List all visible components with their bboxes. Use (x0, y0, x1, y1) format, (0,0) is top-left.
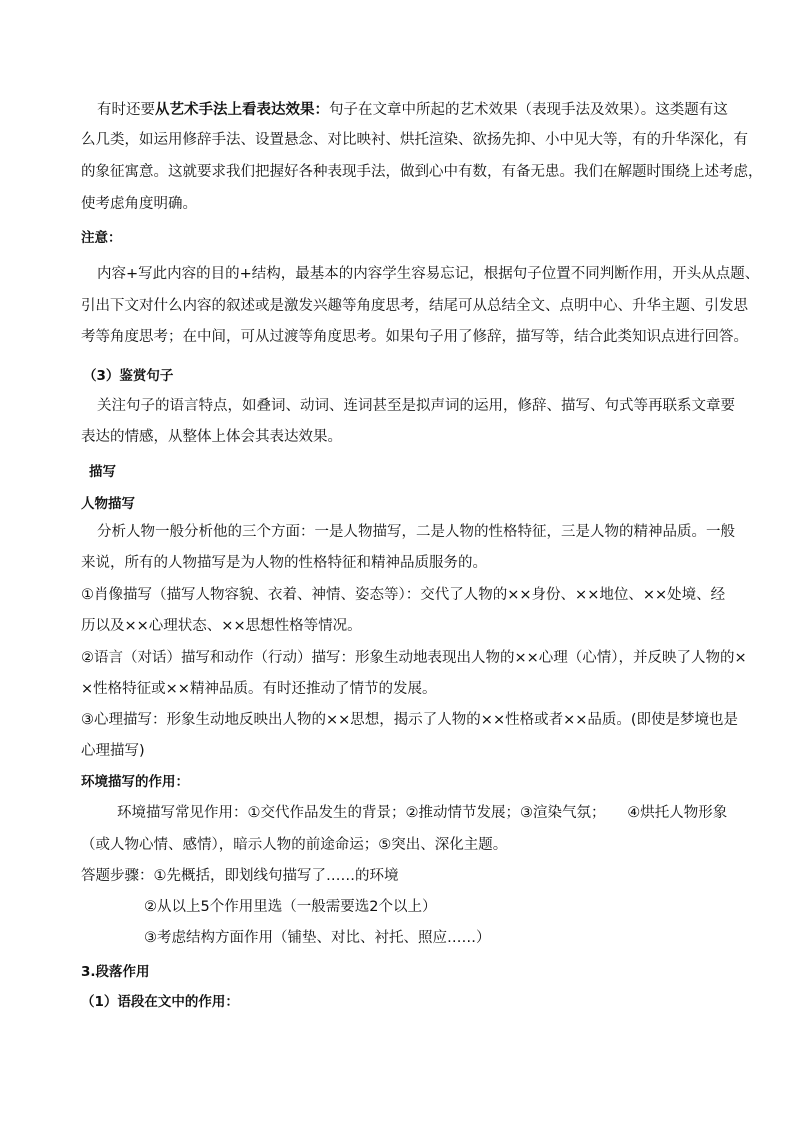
steps-label: 答题步骤： (81, 868, 154, 884)
item1-line1: ①肖像描写（描写人物容貌、衣着、神情、姿态等）：交代了人物的××身份、××地位、××处境、经 (81, 587, 726, 603)
para3-line2: 表达的情感，从整体上体会其表达效果。 (81, 429, 342, 445)
para1-line3: 的象征寓意。这就要求我们把握好各种表现手法，做到心中有数，有备无患。我们在解题时围绕上述考虑， (81, 164, 763, 180)
item3-line2: 心理描写) (81, 743, 145, 759)
step2: ②从以上5个作用里选（一般需要选2个以上） (144, 899, 437, 915)
item1-line2: 历以及××心理状态、××思想性格等情况。 (81, 618, 362, 634)
para2-line2: 引出下文对什么内容的叙述或是激发兴趣等角度思考，结尾可从总结全文、点明中心、升华主题、引发思 (81, 298, 748, 314)
character-heading: 人物描写 (81, 496, 135, 512)
para1-line1 (97, 100, 728, 120)
section3-heading: （3）鉴赏句子 (83, 368, 174, 384)
para1-bold-phrase: 从艺术手法上看表达效果： (155, 102, 329, 118)
para1-lead: 有时还要 (97, 102, 155, 118)
para5-line2: （或人物心情、感情），暗示人物的前途命运；⑤突出、深化主题。 (81, 837, 508, 853)
para1-line4: 使考虑角度明确。 (81, 196, 197, 212)
item2-line2: ×性格特征或××精神品质。有时还推动了情节的发展。 (81, 681, 437, 697)
steps-line1 (81, 866, 399, 886)
para1-line2: 么几类，如运用修辞手法、设置悬念、对比映衬、烘托渲染、欲扬先抑、小中见大等，有的升华深化，有 (81, 132, 748, 148)
section-para-heading: 3.段落作用 (81, 964, 150, 980)
para2-line1: 内容+写此内容的目的+结构，最基本的内容学生容易忘记，根据句子位置不同判断作用，开头从点题、 (97, 266, 760, 282)
sub1-heading: （1）语段在文中的作用： (81, 994, 239, 1010)
describe-heading: 描写 (89, 464, 116, 480)
step1: ①先概括，即划线句描写了……的环境 (153, 868, 399, 884)
para1-rest: 句子在文章中所起的艺术效果（表现手法及效果）。这类题有这 (329, 102, 728, 118)
step3: ③考虑结构方面作用（铺垫、对比、衬托、照应……） (144, 930, 491, 946)
para3-line1: 关注句子的语言特点，如叠词、动词、连词甚至是拟声词的运用，修辞、描写、句式等再联系文章要 (97, 398, 735, 414)
para4-line1: 分析人物一般分析他的三个方面：一是人物描写，二是人物的性格特征，三是人物的精神品质。一般 (97, 524, 735, 540)
item3-line1: ③心理描写：形象生动地反映出人物的××思想，揭示了人物的××性格或者××品质。(即使是梦境也是 (81, 712, 739, 728)
para4-line2: 来说，所有的人物描写是为人物的性格特征和精神品质服务的。 (81, 555, 487, 571)
para5-line1: 环境描写常见作用：①交代作品发生的背景；②推动情节发展；③渲染气氛； ④烘托人物形象 (117, 805, 728, 821)
item2-line1: ②语言（对话）描写和动作（行动）描写：形象生动地表现出人物的××心理（心情），并反映了人物的× (81, 650, 747, 666)
note-heading: 注意： (81, 230, 122, 246)
env-heading: 环境描写的作用： (81, 774, 189, 790)
para2-line3: 考等角度思考；在中间，可从过渡等角度思考。如果句子用了修辞，描写等，结合此类知识点进行回答。 (81, 329, 748, 345)
